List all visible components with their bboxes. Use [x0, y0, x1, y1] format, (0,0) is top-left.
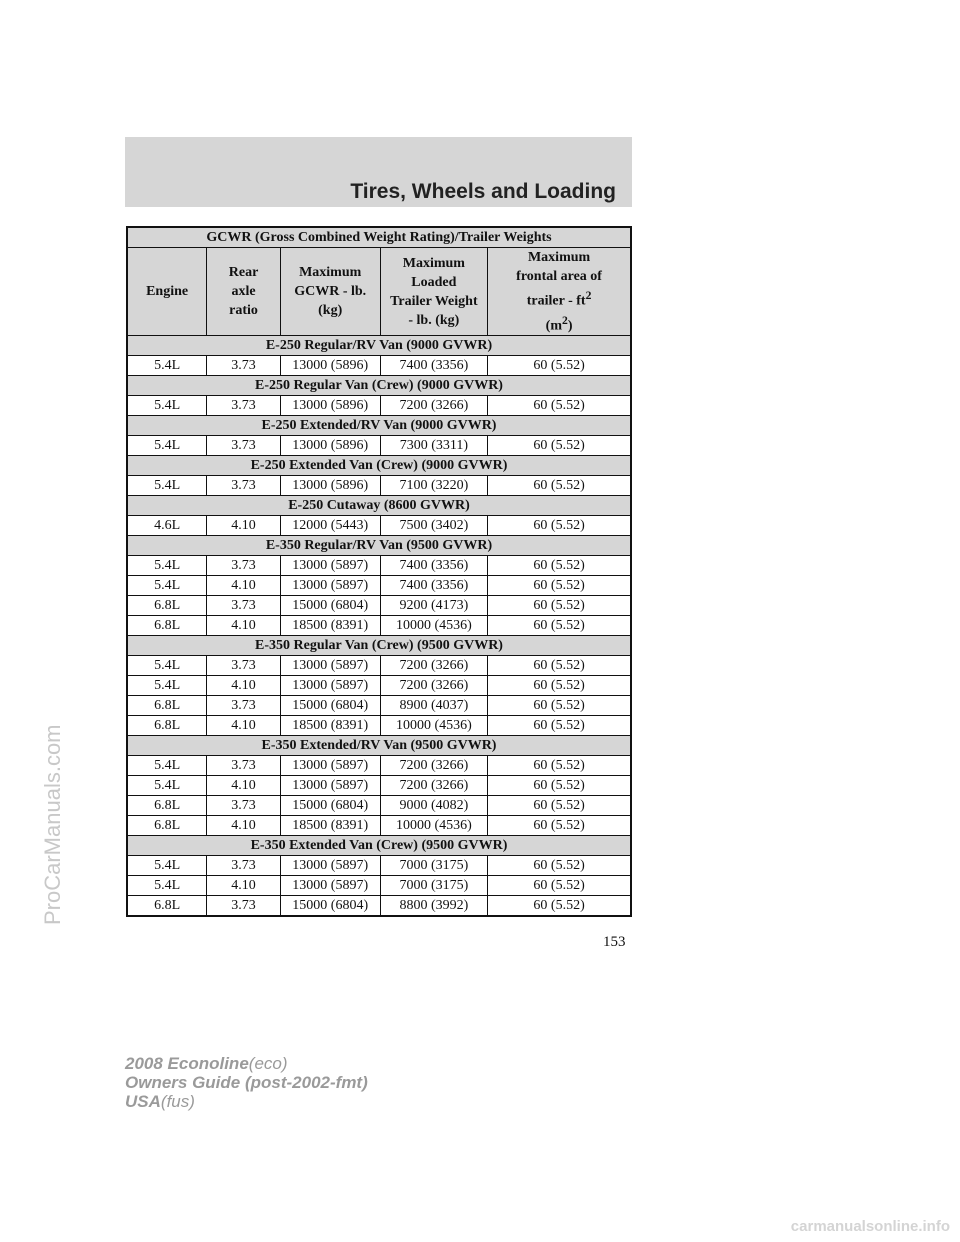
table-cell: 60 (5.52): [488, 696, 631, 716]
table-cell: 60 (5.52): [488, 616, 631, 636]
table-cell: 7200 (3266): [380, 756, 488, 776]
table-row: [127, 856, 631, 876]
table-cell: 3.73: [207, 436, 281, 456]
section-title: E-350 Extended Van (Crew) (9500 GVWR): [127, 836, 631, 856]
table-cell: 4.10: [207, 516, 281, 536]
table-row: [127, 436, 631, 456]
table-cell: 4.10: [207, 816, 281, 836]
table-cell: 5.4L: [127, 396, 207, 416]
table-cell: 4.10: [207, 776, 281, 796]
table-cell: 8900 (4037): [380, 696, 488, 716]
table-cell: 3.73: [207, 556, 281, 576]
table-cell: 60 (5.52): [488, 396, 631, 416]
side-watermark: ProCarManuals.com: [40, 724, 65, 925]
table-cell: 5.4L: [127, 356, 207, 376]
table-cell: 7200 (3266): [380, 676, 488, 696]
table-cell: 3.73: [207, 396, 281, 416]
table-cell: 4.10: [207, 716, 281, 736]
table-cell: 60 (5.52): [488, 596, 631, 616]
table-cell: 9000 (4082): [380, 796, 488, 816]
table-cell: 6.8L: [127, 796, 207, 816]
table-cell: 3.73: [207, 756, 281, 776]
table-cell: 3.73: [207, 896, 281, 917]
section-row: [127, 496, 631, 516]
table-row: [127, 896, 631, 917]
table-cell: 5.4L: [127, 776, 207, 796]
table-row: [127, 716, 631, 736]
table-cell: 7300 (3311): [380, 436, 488, 456]
table-cell: 13000 (5897): [280, 676, 380, 696]
table-row: [127, 776, 631, 796]
col-max-frontal-area: Maximum frontal area of trailer - $ft^2$ $(m^2)$: [488, 248, 631, 336]
table-cell: 60 (5.52): [488, 656, 631, 676]
table-row: [127, 816, 631, 836]
table-cell: 4.10: [207, 676, 281, 696]
table-cell: 15000 (6804): [280, 796, 380, 816]
table-cell: 10000 (4536): [380, 716, 488, 736]
table-cell: 60 (5.52): [488, 856, 631, 876]
table-cell: 4.6L: [127, 516, 207, 536]
table-cell: 5.4L: [127, 756, 207, 776]
table-row: [127, 476, 631, 496]
section-title: E-250 Cutaway (8600 GVWR): [127, 496, 631, 516]
table-cell: 12000 (5443): [280, 516, 380, 536]
section-title: E-250 Extended/RV Van (9000 GVWR): [127, 416, 631, 436]
table-cell: 13000 (5897): [280, 576, 380, 596]
section-row: [127, 376, 631, 396]
footer-model: 2008 Econoline: [125, 1054, 249, 1073]
table-row: [127, 876, 631, 896]
footer-market: USA: [125, 1092, 161, 1111]
table-row: [127, 656, 631, 676]
table-cell: 60 (5.52): [488, 556, 631, 576]
table-cell: 3.73: [207, 656, 281, 676]
table-cell: 6.8L: [127, 596, 207, 616]
table-cell: 5.4L: [127, 556, 207, 576]
table-cell: 13000 (5897): [280, 656, 380, 676]
table-cell: 4.10: [207, 616, 281, 636]
table-row: [127, 356, 631, 376]
col-rear-axle-ratio: Rear axle ratio: [207, 248, 281, 336]
table-row: [127, 696, 631, 716]
table-cell: 60 (5.52): [488, 756, 631, 776]
table-cell: 7200 (3266): [380, 396, 488, 416]
footer-guide: Owners Guide (post-2002-fmt): [125, 1073, 368, 1092]
table-cell: 5.4L: [127, 856, 207, 876]
table-cell: 4.10: [207, 576, 281, 596]
table-cell: 13000 (5896): [280, 356, 380, 376]
gcwr-table: [126, 226, 632, 917]
table-cell: 7000 (3175): [380, 876, 488, 896]
table-cell: 18500 (8391): [280, 816, 380, 836]
section-row: [127, 536, 631, 556]
table-row: [127, 596, 631, 616]
table-cell: 5.4L: [127, 436, 207, 456]
table-cell: 15000 (6804): [280, 896, 380, 917]
table-cell: 60 (5.52): [488, 516, 631, 536]
table-cell: 3.73: [207, 476, 281, 496]
table-cell: 7100 (3220): [380, 476, 488, 496]
table-cell: 5.4L: [127, 476, 207, 496]
table-cell: 7200 (3266): [380, 776, 488, 796]
table-cell: 6.8L: [127, 696, 207, 716]
section-header: [125, 137, 632, 207]
table-cell: 60 (5.52): [488, 436, 631, 456]
table-cell: 7500 (3402): [380, 516, 488, 536]
table-cell: 18500 (8391): [280, 716, 380, 736]
table-cell: 3.73: [207, 796, 281, 816]
table-cell: 3.73: [207, 696, 281, 716]
section-row: [127, 636, 631, 656]
table-row: [127, 616, 631, 636]
table-cell: 60 (5.52): [488, 796, 631, 816]
col-max-trailer-weight: Maximum Loaded Trailer Weight - lb. (kg): [380, 248, 488, 336]
table-row: [127, 556, 631, 576]
table-cell: 9200 (4173): [380, 596, 488, 616]
table-cell: 7000 (3175): [380, 856, 488, 876]
table-cell: 60 (5.52): [488, 576, 631, 596]
section-title: E-250 Regular/RV Van (9000 GVWR): [127, 336, 631, 356]
section-row: [127, 416, 631, 436]
table-cell: 60 (5.52): [488, 716, 631, 736]
table-cell: 3.73: [207, 596, 281, 616]
table-cell: 3.73: [207, 356, 281, 376]
section-row: [127, 736, 631, 756]
table-cell: 5.4L: [127, 676, 207, 696]
column-header-row: [127, 248, 631, 336]
table-cell: 8800 (3992): [380, 896, 488, 917]
table-cell: 13000 (5897): [280, 556, 380, 576]
table-body: [127, 336, 631, 917]
table-title: GCWR (Gross Combined Weight Rating)/Trailer Weights: [127, 227, 631, 248]
table-cell: 13000 (5897): [280, 776, 380, 796]
table-row: [127, 576, 631, 596]
col-max-gcwr: Maximum GCWR - lb. (kg): [280, 248, 380, 336]
table-cell: 18500 (8391): [280, 616, 380, 636]
table-row: [127, 756, 631, 776]
table-cell: 7200 (3266): [380, 656, 488, 676]
footer-model-code: (eco): [248, 1054, 288, 1073]
table-cell: 13000 (5897): [280, 856, 380, 876]
table-cell: 6.8L: [127, 616, 207, 636]
page-number: 153: [603, 934, 626, 950]
table-cell: 4.10: [207, 876, 281, 896]
section-row: [127, 836, 631, 856]
table-cell: 60 (5.52): [488, 676, 631, 696]
table-cell: 10000 (4536): [380, 816, 488, 836]
table-cell: 60 (5.52): [488, 776, 631, 796]
url-watermark: carmanualsonline.info: [790, 1218, 950, 1235]
col-engine: Engine: [127, 248, 207, 336]
table-cell: 60 (5.52): [488, 476, 631, 496]
table-cell: 13000 (5896): [280, 436, 380, 456]
table-cell: 7400 (3356): [380, 556, 488, 576]
table-cell: 3.73: [207, 856, 281, 876]
table-cell: 60 (5.52): [488, 876, 631, 896]
table-cell: 15000 (6804): [280, 596, 380, 616]
table-cell: 60 (5.52): [488, 896, 631, 917]
table-cell: 5.4L: [127, 876, 207, 896]
section-title: E-250 Regular Van (Crew) (9000 GVWR): [127, 376, 631, 396]
table-cell: 15000 (6804): [280, 696, 380, 716]
section-title: E-350 Extended/RV Van (9500 GVWR): [127, 736, 631, 756]
table-cell: 6.8L: [127, 716, 207, 736]
table-cell: 13000 (5896): [280, 396, 380, 416]
table-cell: 6.8L: [127, 896, 207, 917]
table-row: [127, 516, 631, 536]
table-cell: 6.8L: [127, 816, 207, 836]
table-cell: 13000 (5897): [280, 876, 380, 896]
table-cell: 60 (5.52): [488, 356, 631, 376]
section-title: E-350 Regular/RV Van (9500 GVWR): [127, 536, 631, 556]
table-cell: 60 (5.52): [488, 816, 631, 836]
table-cell: 13000 (5897): [280, 756, 380, 776]
section-title: E-250 Extended Van (Crew) (9000 GVWR): [127, 456, 631, 476]
table-cell: 5.4L: [127, 576, 207, 596]
footer: [125, 1054, 368, 1111]
section-title: Tires, Wheels and Loading: [350, 180, 616, 203]
table-cell: 10000 (4536): [380, 616, 488, 636]
table-cell: 7400 (3356): [380, 576, 488, 596]
table-cell: 5.4L: [127, 656, 207, 676]
table-row: [127, 796, 631, 816]
section-title: E-350 Regular Van (Crew) (9500 GVWR): [127, 636, 631, 656]
footer-market-code: (fus): [160, 1092, 195, 1111]
section-row: [127, 456, 631, 476]
table-row: [127, 396, 631, 416]
section-row: [127, 336, 631, 356]
table-cell: 7400 (3356): [380, 356, 488, 376]
table-cell: 13000 (5896): [280, 476, 380, 496]
table-row: [127, 676, 631, 696]
